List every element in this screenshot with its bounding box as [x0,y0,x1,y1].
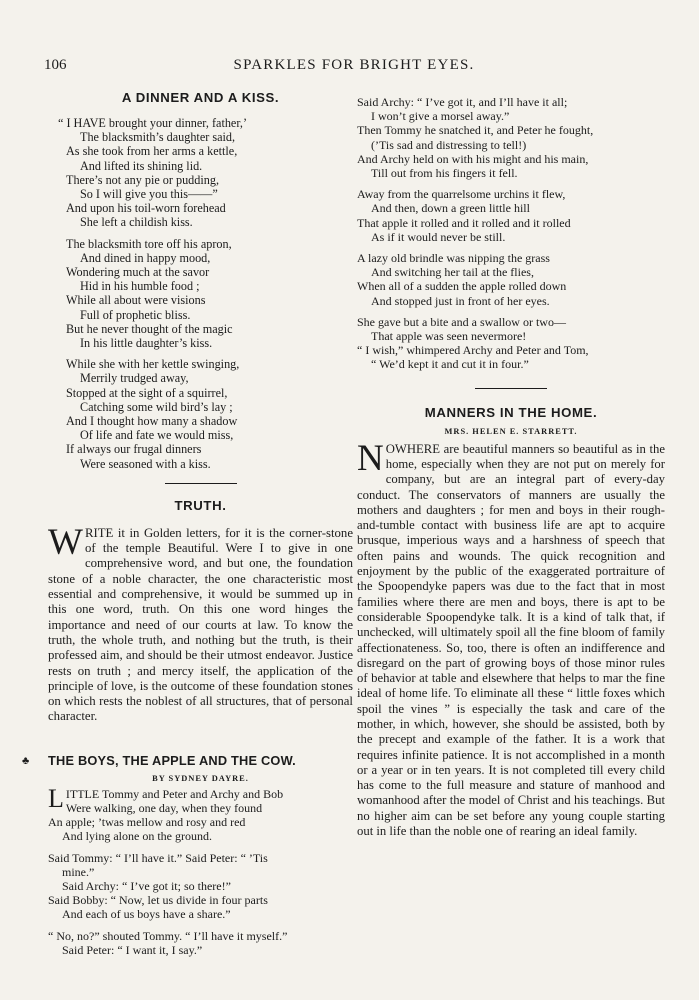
verse-line: She gave but a bite and a swallow or two— [357,314,566,329]
verse-line: And then, down a green little hill [371,201,530,216]
verse-line: Wondering much at the savor [66,265,210,280]
verse-line: Were walking, one day, when they found [65,800,263,815]
verse-line: A lazy old brindle was nipping the grass [357,251,550,266]
left-column [22,90,353,964]
verse-line: I won’t give a morsel away.” [371,109,510,124]
verse-line: mine.” [62,864,95,879]
poem-body [48,783,353,957]
verse-line: And stopped just in front of her eyes. [371,293,550,308]
stanza [357,251,665,308]
verse-line: The blacksmith’s daughter said, [80,130,236,145]
verse-line: (’Tis sad and distressing to tell!) [371,137,527,152]
drop-cap: N [357,437,384,479]
verse-line: While she with her kettle swinging, [66,357,240,372]
essay-text: RITE it in Golden letters, for it is the corner-stone of the temple Beautiful. Were I to give in one comprehensive word, and but one, the foundation stone of a noble character, the one characteristic most essential and comprehensive, it would be summed up in this one word, truth. On this one word hinges the importance and need of our courts at law. To know the truth, the whole truth, and nothing but the truth, is their professed aim, and should be their utmost endeavor. Justice rests on truth ; and mercy itself, the application of the principle of love, is the outcome of these foundation stones on which rests the noblest of all structures, that of personal character. [48,525,353,724]
section-divider [165,483,237,484]
verse-line: “ No, no?” shouted Tommy. “ I’ll have it myself.” [48,928,288,943]
verse-line: Of life and fate we would miss, [80,428,234,443]
drop-cap: W [48,521,83,563]
poem-title: A DINNER AND A KISS. [121,90,280,105]
verse-line: “ I HAVE brought your dinner, father,’ [58,116,248,130]
verse-line: Away from the quarrelsome urchins it flew, [357,187,566,202]
verse-line: And dined in happy mood, [80,250,211,265]
verse-line: Said Archy: “ I’ve got it; so there!” [62,878,231,893]
verse-line: Catching some wild bird’s lay ; [80,399,233,414]
verse-line: That apple it rolled and it rolled and it rolled [357,215,571,230]
verse-line: As she took from her arms a kettle, [66,144,238,159]
stanza [48,851,353,922]
poem-dinner-and-kiss [48,90,353,471]
running-title: SPARKLES FOR BRIGHT EYES. [233,57,475,73]
verse-line: Till out from his fingers it fell. [371,166,518,181]
stanza [357,95,665,180]
drop-cap: L [48,783,64,813]
verse-line: Said Archy: “ I’ve got it, and I’ll have it all; [357,95,568,109]
verse-line: Said Peter: “ I want it, I say.” [62,942,203,957]
verse-line: Said Tommy: “ I’ll have it.” Said Peter: “ ’Tis [48,850,268,865]
page-header [44,57,664,79]
stanza [58,116,353,230]
section-divider [475,388,547,389]
verse-line: While all about were visions [66,293,206,308]
verse-line: But he never thought of the magic [66,321,233,336]
verse-line: So I will give you this——” [80,187,218,202]
poem-byline: BY SYDNEY DAYRE. [152,773,249,783]
essay-byline: MRS. HELEN E. STARRETT. [444,426,578,436]
verse-line: And switching her tail at the flies, [371,265,534,280]
essay-text: OWHERE are beautiful manners so beautiful as in the home, especially when they are not put on merely for company, but are an integral part of every-day conduct. The conservators of manners are usually the mothers and daughters ; for men and boys in their rough-and-tumble contact with business life are apt to acquire brusque, imperious ways and a harshness of speech that often pains and wounds. The quick recognition and enjoyment by the public of the exaggerated portraiture of the Spoopendyke papers was due to the fact that in most families where there are men and boys, there is apt to be considerable Spoopendyke talk. It is a kind of talk that, if unchecked, will ultimately spoil all the fine bloom of family affectionateness. So, too, there is often an indifference and disregard on the part of growing boys of those minor rules of behavior at table and elsewhere that helps to mar the fine ideal of home life. To eliminate all these “ little foxes which spoil the vines ” is especially the task and care of the mother, in which, however, she should be assisted, both by the precept and example of the father. It is a work that requires infinite patience. It is not accomplished in a month or a year or in ten years. It is not completed till every child has come to the full measure and stature of manhood and womanhood after the model of Christ and his teachings. But no higher aim can be set before any young couple starting out in life than the noble one of rearing an ideal family. [357,441,665,839]
essay-body [48,521,353,725]
page-number: 106 [44,57,67,73]
stanza [357,315,665,372]
verse-line: As if it would never be still. [371,229,506,244]
stanza [48,929,353,957]
verse-line: “ I wish,” whimpered Archy and Peter and Tom, [357,343,589,358]
verse-line: An apple; ’twas mellow and rosy and red [48,815,246,830]
poem-continuation [357,95,665,372]
verse-line: Merrily trudged away, [80,371,189,386]
stanza [357,187,665,244]
verse-line: Said Bobby: “ Now, let us divide in four parts [48,893,268,908]
verse-line: She left a childish kiss. [80,215,193,230]
verse-line: There’s not any pie or pudding, [66,172,219,187]
verse-line: When all of a sudden the apple rolled down [357,279,567,294]
poem-body [48,116,353,471]
essay-title: MANNERS IN THE HOME. [424,404,598,420]
verse-line: And lifted its shining lid. [80,158,203,173]
verse-line: Stopped at the sight of a squirrel, [66,385,228,400]
right-column [357,95,665,839]
essay-manners-in-home [357,405,665,840]
stanza [66,357,353,471]
verse-line: And each of us boys have a share.” [62,907,231,922]
verse-line: Then Tommy he snatched it, and Peter he fought, [357,123,594,138]
verse-line: And lying alone on the ground. [62,829,212,844]
verse-line: “ We’d kept it and cut it in four.” [371,357,529,372]
ornament-mark: ♣ [22,754,30,767]
stanza [48,783,353,844]
verse-line: If always our frugal dinners [66,442,202,457]
verse-line: ITTLE Tommy and Peter and Archy and Bob [65,786,284,801]
stanza [66,237,353,351]
verse-line: Hid in his humble food ; [80,279,200,294]
verse-line: In his little daughter’s kiss. [80,336,213,351]
verse-line: And I thought how many a shadow [66,414,238,429]
verse-line: The blacksmith tore off his apron, [66,236,232,251]
poem-boys-apple-cow [22,752,353,957]
verse-line: That apple was seen nevermore! [371,329,527,344]
poem-title: THE BOYS, THE APPLE AND THE COW. [48,752,296,768]
essay-title: TRUTH. [174,497,227,513]
verse-line: And Archy held on with his might and his main, [357,151,589,166]
verse-line: Full of prophetic bliss. [80,307,191,322]
verse-line: Were seasoned with a kiss. [80,456,211,471]
essay-body [357,437,665,840]
essay-truth [48,498,353,725]
verse-line: And upon his toil-worn forehead [66,201,226,216]
